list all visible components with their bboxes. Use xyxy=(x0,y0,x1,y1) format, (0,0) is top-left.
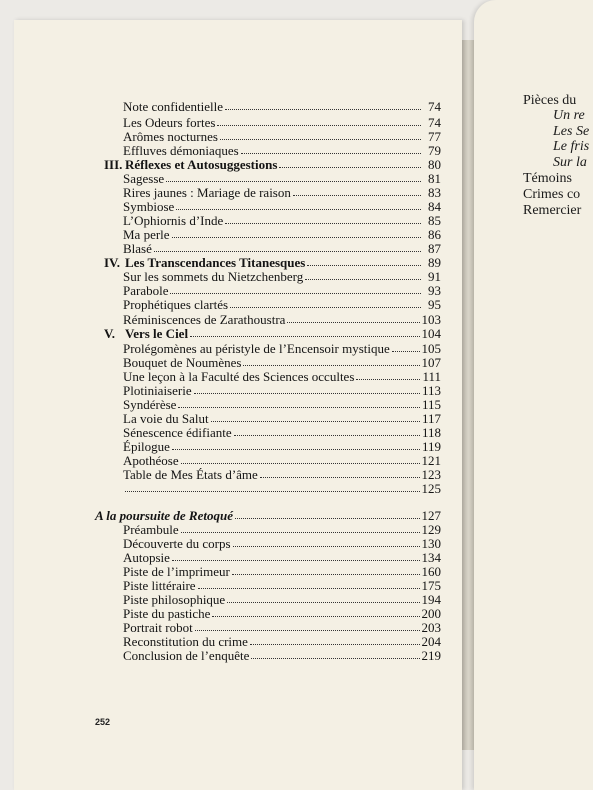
toc-entry-title: Plotiniaiserie xyxy=(123,383,192,398)
toc-entry xyxy=(123,398,441,412)
toc-entry-title: Ma perle xyxy=(123,227,170,242)
toc-entry-title: Une leçon à la Faculté des Sciences occultes xyxy=(123,369,355,384)
toc-entry xyxy=(123,537,441,551)
toc-page-number: 200 xyxy=(421,606,441,621)
toc-page-number: 95 xyxy=(428,297,441,312)
toc-entry-title: Apothéose xyxy=(123,453,179,468)
toc-leader-dots xyxy=(172,228,421,238)
toc-entry-title: Préambule xyxy=(123,522,179,537)
toc-leader-dots xyxy=(234,426,420,436)
toc-entry xyxy=(123,440,441,454)
toc-entry xyxy=(123,426,441,440)
toc-entry xyxy=(123,228,441,242)
toc-leader-dots xyxy=(287,313,419,323)
toc-leader-dots xyxy=(251,649,419,659)
toc-entry xyxy=(123,214,441,228)
toc-entry xyxy=(123,130,441,144)
toc-leader-dots xyxy=(260,468,420,478)
toc-entry-title: Conclusion de l’enquête xyxy=(123,648,250,663)
right-page-line: Un re xyxy=(553,108,585,123)
toc-entry xyxy=(123,412,441,426)
toc-leader-dots xyxy=(225,100,421,110)
right-page-line: Sur la xyxy=(553,155,587,170)
toc-entry xyxy=(123,200,441,214)
toc-entry-title: La voie du Salut xyxy=(123,411,209,426)
toc-entry-title: Découverte du corps xyxy=(123,536,231,551)
toc-leader-dots xyxy=(392,342,420,352)
toc-entry-title: Réflexes et Autosuggestions xyxy=(125,157,278,172)
toc-page-number: 204 xyxy=(421,634,441,649)
toc-entry-title: L’Ophiornis d’Inde xyxy=(123,213,224,228)
toc-leader-dots xyxy=(235,509,420,519)
toc-page-number: 83 xyxy=(428,185,441,200)
toc-entry xyxy=(95,509,441,523)
toc-leader-dots xyxy=(279,158,421,168)
toc-page-number: 107 xyxy=(421,355,441,370)
toc-leader-dots xyxy=(243,356,419,366)
toc-entry xyxy=(123,635,441,649)
toc-entry-title: Prolégomènes au péristyle de l’Encensoir mystique xyxy=(123,341,390,356)
toc-leader-dots xyxy=(241,144,421,154)
toc-entry-title: Sénescence édifiante xyxy=(123,425,232,440)
toc-page-number: 123 xyxy=(421,467,441,482)
toc-entry-title: Piste littéraire xyxy=(123,578,196,593)
toc-page-number: 85 xyxy=(428,213,441,228)
toc-entry-title: Blasé xyxy=(123,241,152,256)
toc-entry-title: Piste du pastiche xyxy=(123,606,211,621)
toc-entry-title: Réminiscences de Zarathoustra xyxy=(123,312,286,327)
toc-page-number: 175 xyxy=(421,578,441,593)
toc-entry xyxy=(123,454,441,468)
toc-entry-title: Symbiose xyxy=(123,199,175,214)
toc-entry xyxy=(123,468,441,482)
right-page-line: Remercier xyxy=(523,203,582,218)
toc-entry-title: Piste de l’imprimeur xyxy=(123,564,230,579)
toc-leader-dots xyxy=(220,130,421,140)
toc-page-number: 113 xyxy=(421,383,441,398)
toc-entry-title: Note confidentielle xyxy=(123,99,223,114)
toc-entry xyxy=(123,523,441,537)
toc-page-number: 74 xyxy=(428,99,441,114)
right-page-line: Pièces du xyxy=(523,93,577,108)
toc-entry xyxy=(123,270,441,284)
toc-leader-dots xyxy=(217,116,421,126)
toc-entry-title: Effluves démoniaques xyxy=(123,143,239,158)
toc-leader-dots xyxy=(154,242,421,252)
toc-entry-title: Prophétiques clartés xyxy=(123,297,229,312)
toc-page-number: 117 xyxy=(421,411,441,426)
toc-page-number: 93 xyxy=(428,283,441,298)
toc-page-number: 87 xyxy=(428,241,441,256)
toc-entry-title: Piste philosophique xyxy=(123,592,226,607)
right-page-line: Crimes co xyxy=(523,187,581,202)
toc-page-number: 103 xyxy=(421,312,441,327)
toc-entry xyxy=(123,342,441,356)
toc-leader-dots xyxy=(230,298,421,308)
toc-entry xyxy=(123,607,441,621)
toc-leader-dots xyxy=(212,607,419,617)
toc-leader-dots xyxy=(356,370,420,380)
toc-page-number: 91 xyxy=(428,269,441,284)
toc-entry xyxy=(123,144,441,158)
toc-leader-dots xyxy=(172,440,420,450)
toc-leader-dots xyxy=(181,523,420,533)
toc-page-number: 134 xyxy=(421,550,441,565)
toc-page-number: 74 xyxy=(428,115,441,130)
toc-entry-title: Syndérèse xyxy=(123,397,177,412)
toc-page-number: 89 xyxy=(428,255,441,270)
toc-leader-dots xyxy=(170,284,421,294)
toc-entry-title: Bouquet de Noumènes xyxy=(123,355,242,370)
toc-page-number: 125 xyxy=(421,481,441,496)
toc-entry-title: Arômes nocturnes xyxy=(123,129,218,144)
toc-entry-title: Portrait robot xyxy=(123,620,193,635)
toc-entry-title: Table de Mes États d’âme xyxy=(123,467,258,482)
toc-leader-dots xyxy=(166,172,421,182)
toc-leader-dots xyxy=(293,186,421,196)
toc-entry xyxy=(123,370,441,384)
toc-entry xyxy=(123,482,441,496)
right-page-line: Témoins xyxy=(523,171,572,186)
toc-page-number: 121 xyxy=(421,453,441,468)
toc-page-number: 129 xyxy=(421,522,441,537)
toc-entry xyxy=(104,326,441,341)
toc-leader-dots xyxy=(194,384,420,394)
toc-page-number: 86 xyxy=(428,227,441,242)
right-page-line: Les Se xyxy=(553,124,590,139)
toc-entry-title: Autopsie xyxy=(123,550,170,565)
toc-leader-dots xyxy=(190,327,419,337)
toc-entry-title: Les Transcendances Titanesques xyxy=(125,255,306,270)
toc-entry xyxy=(123,284,441,298)
page-number: 252 xyxy=(95,717,111,727)
toc-leader-dots xyxy=(195,621,420,631)
toc-part-numeral: V. xyxy=(104,326,115,341)
toc-leader-dots xyxy=(181,454,420,464)
toc-page-number: 203 xyxy=(421,620,441,635)
toc-leader-dots xyxy=(211,412,420,422)
toc-entry xyxy=(123,551,441,565)
toc-entry-title: Épilogue xyxy=(123,439,170,454)
toc-leader-dots xyxy=(176,200,421,210)
toc-leader-dots xyxy=(227,593,419,603)
toc-page-number: 111 xyxy=(422,369,441,384)
toc-page-number: 79 xyxy=(428,143,441,158)
toc-entry-title: Parabole xyxy=(123,283,169,298)
toc-page-number: 115 xyxy=(421,397,441,412)
toc-entry-title: Rires jaunes : Mariage de raison xyxy=(123,185,291,200)
toc-entry xyxy=(123,593,441,607)
toc-leader-dots xyxy=(198,579,420,589)
toc-entry xyxy=(123,384,441,398)
toc-entry-title: Sagesse xyxy=(123,171,165,186)
toc-entry xyxy=(123,116,441,130)
toc-page-number: 160 xyxy=(421,564,441,579)
toc-entry xyxy=(123,579,441,593)
toc-page-number: 118 xyxy=(421,425,441,440)
toc-leader-dots xyxy=(233,537,420,547)
toc-entry xyxy=(123,242,441,256)
toc-entry xyxy=(104,255,441,270)
toc-entry xyxy=(123,313,441,327)
toc-leader-dots xyxy=(305,270,421,280)
toc-part-numeral: III. xyxy=(104,157,123,172)
toc-page-number: 77 xyxy=(428,129,441,144)
toc-leader-dots xyxy=(225,214,421,224)
toc-leader-dots xyxy=(125,482,420,492)
toc-part-numeral: IV. xyxy=(104,255,121,270)
toc-page-number: 80 xyxy=(428,157,441,172)
toc-entry xyxy=(123,298,441,312)
toc-entry xyxy=(123,186,441,200)
toc-entry xyxy=(104,157,441,172)
toc-page-number: 104 xyxy=(421,326,441,341)
toc-entry xyxy=(123,172,441,186)
toc-leader-dots xyxy=(232,565,420,575)
toc-entry-title: Vers le Ciel xyxy=(125,326,189,341)
toc-page-number: 84 xyxy=(428,199,441,214)
toc-page-number: 219 xyxy=(421,648,441,663)
toc-entry-title: Les Odeurs fortes xyxy=(123,115,216,130)
toc-page-number: 194 xyxy=(421,592,441,607)
toc-leader-dots xyxy=(172,551,420,561)
toc-entry-title: Sur les sommets du Nietzchenberg xyxy=(123,269,304,284)
right-page-line: Le fris xyxy=(553,139,590,154)
toc-page-number: 130 xyxy=(421,536,441,551)
toc-entry xyxy=(123,356,441,370)
toc-entry-title: A la poursuite de Retoqué xyxy=(95,508,233,523)
toc-entry xyxy=(123,621,441,635)
toc-page-number: 119 xyxy=(421,439,441,454)
toc-leader-dots xyxy=(250,635,420,645)
toc-entry xyxy=(123,649,441,663)
toc-page-number: 105 xyxy=(421,341,441,356)
toc-page-number: 81 xyxy=(428,171,441,186)
toc-entry xyxy=(123,565,441,579)
toc-page-number: 127 xyxy=(421,508,441,523)
toc-entry xyxy=(123,100,441,114)
toc-leader-dots xyxy=(307,256,421,266)
toc-leader-dots xyxy=(178,398,420,408)
toc-entry-title: Reconstitution du crime xyxy=(123,634,248,649)
